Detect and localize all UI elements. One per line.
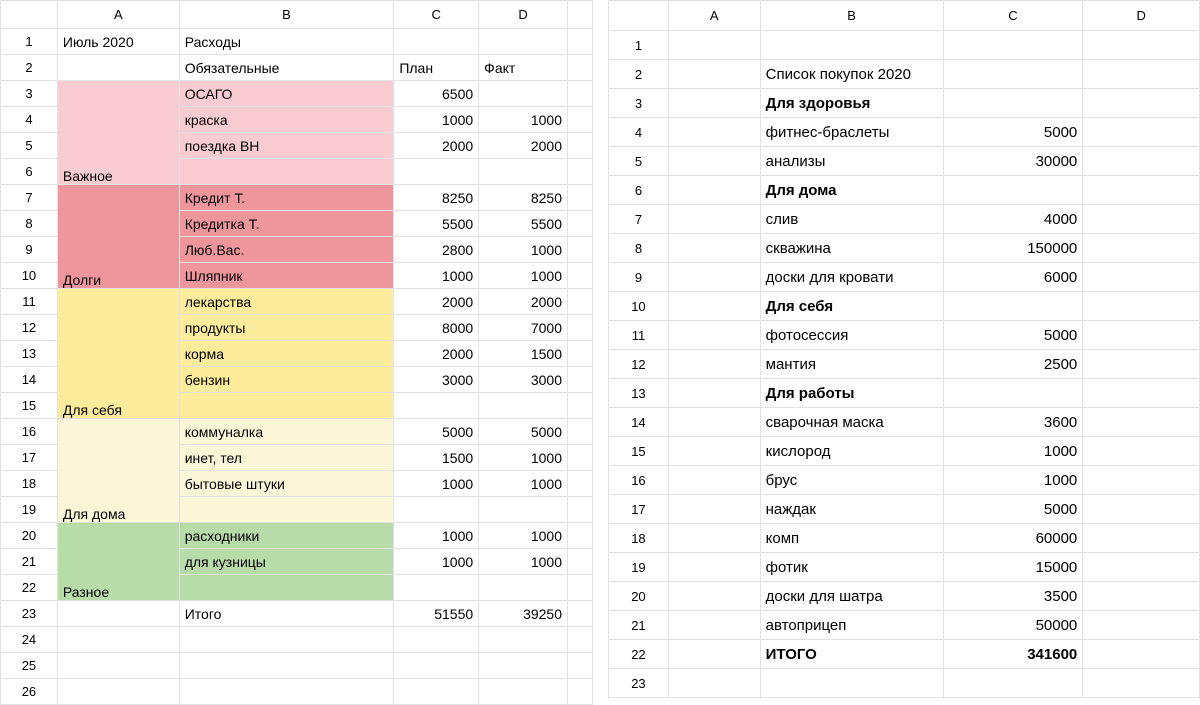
cell-D15[interactable]	[479, 393, 568, 419]
shopping-list-grid	[608, 0, 1200, 698]
row-header-14[interactable]: 14	[1, 367, 58, 393]
cell-B14[interactable]: сварочная маска	[760, 408, 943, 437]
cell-A18[interactable]	[668, 524, 760, 553]
row-header-19[interactable]: 19	[609, 553, 669, 582]
cell-A21[interactable]	[668, 611, 760, 640]
cell-A13[interactable]	[668, 379, 760, 408]
cell-A16[interactable]	[668, 466, 760, 495]
cell-C17[interactable]: 1500	[394, 445, 479, 471]
row-header-17[interactable]: 17	[1, 445, 58, 471]
cell-D1[interactable]	[1083, 31, 1200, 60]
cell-C14[interactable]: 3000	[394, 367, 479, 393]
row-header-7[interactable]: 7	[1, 185, 58, 211]
cell-B17[interactable]: наждак	[760, 495, 943, 524]
cell-D4[interactable]: 1000	[479, 107, 568, 133]
cell-E16[interactable]	[568, 419, 593, 445]
cell-A3-A6[interactable]: Важное	[57, 81, 179, 185]
cell-B5[interactable]: анализы	[760, 147, 943, 176]
cell-E11[interactable]	[568, 289, 593, 315]
cell-B8[interactable]: Кредитка Т.	[179, 211, 394, 237]
cell-B2[interactable]: Список покупок 2020	[760, 60, 943, 89]
cell-E10[interactable]	[568, 263, 593, 289]
cell-D8[interactable]: 5500	[479, 211, 568, 237]
cell-E12[interactable]	[568, 315, 593, 341]
cell-A23[interactable]	[668, 669, 760, 698]
row-header-23[interactable]: 23	[609, 669, 669, 698]
cell-B22[interactable]: ИТОГО	[760, 640, 943, 669]
cell-B17[interactable]: инет, тел	[179, 445, 394, 471]
row-header-2[interactable]: 2	[1, 55, 58, 81]
cell-A26[interactable]	[57, 679, 179, 705]
shopping-list-sheet-pane	[608, 0, 1200, 705]
cell-C18[interactable]: 1000	[394, 471, 479, 497]
cell-B21[interactable]: автоприцеп	[760, 611, 943, 640]
row-header-7[interactable]: 7	[609, 205, 669, 234]
cell-E20[interactable]	[568, 523, 593, 549]
cell-A17[interactable]	[668, 495, 760, 524]
cell-D23[interactable]	[1083, 669, 1200, 698]
cell-C2[interactable]: План	[394, 55, 479, 81]
cell-C6[interactable]	[943, 176, 1083, 205]
row-header-10[interactable]: 10	[1, 263, 58, 289]
cell-C24[interactable]	[394, 627, 479, 653]
column-header-A[interactable]: A	[57, 1, 179, 29]
cell-B20[interactable]: доски для шатра	[760, 582, 943, 611]
cell-B19[interactable]	[179, 497, 394, 523]
cell-A2[interactable]	[668, 60, 760, 89]
cell-C8[interactable]: 5500	[394, 211, 479, 237]
cell-A4[interactable]	[668, 118, 760, 147]
cell-B20[interactable]: расходники	[179, 523, 394, 549]
row-header-4[interactable]: 4	[609, 118, 669, 147]
cell-E9[interactable]	[568, 237, 593, 263]
cell-B16[interactable]: коммуналка	[179, 419, 394, 445]
cell-B26[interactable]	[179, 679, 394, 705]
cell-B23[interactable]: Итого	[179, 601, 394, 627]
cell-B7[interactable]: слив	[760, 205, 943, 234]
corner-cell[interactable]	[609, 1, 669, 31]
column-header-A[interactable]: A	[668, 1, 760, 31]
row-header-20[interactable]: 20	[1, 523, 58, 549]
row-header-5[interactable]: 5	[609, 147, 669, 176]
cell-B11[interactable]: фотосессия	[760, 321, 943, 350]
cell-B23[interactable]	[760, 669, 943, 698]
cell-C2[interactable]	[943, 60, 1083, 89]
row-header-6[interactable]: 6	[609, 176, 669, 205]
cell-C17[interactable]: 5000	[943, 495, 1083, 524]
cell-C3[interactable]: 6500	[394, 81, 479, 107]
cell-E18[interactable]	[568, 471, 593, 497]
cell-C6[interactable]	[394, 159, 479, 185]
cell-B18[interactable]: комп	[760, 524, 943, 553]
expenses-sheet-pane	[0, 0, 593, 705]
row-header-15[interactable]: 15	[609, 437, 669, 466]
row-header-11[interactable]: 11	[1, 289, 58, 315]
row-header-23[interactable]: 23	[1, 601, 58, 627]
cell-D3[interactable]	[479, 81, 568, 107]
row-header-18[interactable]: 18	[609, 524, 669, 553]
row-header-21[interactable]: 21	[609, 611, 669, 640]
cell-E7[interactable]	[568, 185, 593, 211]
cell-A6[interactable]	[668, 176, 760, 205]
row-header-24[interactable]: 24	[1, 627, 58, 653]
cell-B22[interactable]	[179, 575, 394, 601]
cell-E13[interactable]	[568, 341, 593, 367]
cell-D4[interactable]	[1083, 118, 1200, 147]
row-header-5[interactable]: 5	[1, 133, 58, 159]
cell-C12[interactable]: 2500	[943, 350, 1083, 379]
cell-E8[interactable]	[568, 211, 593, 237]
cell-D6[interactable]	[1083, 176, 1200, 205]
row-header-2[interactable]: 2	[609, 60, 669, 89]
cell-D16[interactable]	[1083, 466, 1200, 495]
column-header-E[interactable]	[568, 1, 593, 29]
cell-B15[interactable]	[179, 393, 394, 419]
cell-A11-A15[interactable]: Для себя	[57, 289, 179, 419]
row-header-12[interactable]: 12	[609, 350, 669, 379]
cell-A9[interactable]	[668, 263, 760, 292]
cell-C22[interactable]	[394, 575, 479, 601]
row-header-9[interactable]: 9	[609, 263, 669, 292]
row-header-13[interactable]: 13	[1, 341, 58, 367]
cell-A20-A22[interactable]: Разное	[57, 523, 179, 601]
cell-B1[interactable]	[760, 31, 943, 60]
column-header-B[interactable]: B	[760, 1, 943, 31]
expenses-grid	[0, 0, 593, 705]
cell-B9[interactable]: Люб.Вас.	[179, 237, 394, 263]
cell-A15[interactable]	[668, 437, 760, 466]
row-header-18[interactable]: 18	[1, 471, 58, 497]
cell-D21[interactable]	[1083, 611, 1200, 640]
cell-C7[interactable]: 8250	[394, 185, 479, 211]
cell-B10[interactable]: Шляпник	[179, 263, 394, 289]
cell-D5[interactable]	[1083, 147, 1200, 176]
cell-B18[interactable]: бытовые штуки	[179, 471, 394, 497]
cell-B6[interactable]	[179, 159, 394, 185]
cell-C22[interactable]: 341600	[943, 640, 1083, 669]
cell-E14[interactable]	[568, 367, 593, 393]
cell-C9[interactable]: 6000	[943, 263, 1083, 292]
cell-E15[interactable]	[568, 393, 593, 419]
cell-C5[interactable]: 2000	[394, 133, 479, 159]
cell-C16[interactable]: 1000	[943, 466, 1083, 495]
row-header-8[interactable]: 8	[609, 234, 669, 263]
cell-D18[interactable]: 1000	[479, 471, 568, 497]
cell-C5[interactable]: 30000	[943, 147, 1083, 176]
row-header-17[interactable]: 17	[609, 495, 669, 524]
row-header-3[interactable]: 3	[609, 89, 669, 118]
cell-D26[interactable]	[479, 679, 568, 705]
cell-A25[interactable]	[57, 653, 179, 679]
row-header-10[interactable]: 10	[609, 292, 669, 321]
row-header-22[interactable]: 22	[609, 640, 669, 669]
cell-B15[interactable]: кислород	[760, 437, 943, 466]
column-header-C[interactable]: C	[394, 1, 479, 29]
row-header-4[interactable]: 4	[1, 107, 58, 133]
cell-D21[interactable]: 1000	[479, 549, 568, 575]
cell-A1[interactable]: Июль 2020	[57, 29, 179, 55]
column-header-D[interactable]: D	[479, 1, 568, 29]
cell-C9[interactable]: 2800	[394, 237, 479, 263]
cell-C23[interactable]	[943, 669, 1083, 698]
cell-A22[interactable]	[668, 640, 760, 669]
row-header-22[interactable]: 22	[1, 575, 58, 601]
cell-D20[interactable]	[1083, 582, 1200, 611]
cell-A8[interactable]	[668, 234, 760, 263]
cell-A11[interactable]	[668, 321, 760, 350]
cell-A5[interactable]	[668, 147, 760, 176]
cell-C10[interactable]: 1000	[394, 263, 479, 289]
cell-A23[interactable]	[57, 601, 179, 627]
cell-A14[interactable]	[668, 408, 760, 437]
row-header-20[interactable]: 20	[609, 582, 669, 611]
cell-E19[interactable]	[568, 497, 593, 523]
cell-D2[interactable]	[1083, 60, 1200, 89]
cell-D23[interactable]: 39250	[479, 601, 568, 627]
cell-C19[interactable]: 15000	[943, 553, 1083, 582]
cell-B19[interactable]: фотик	[760, 553, 943, 582]
cell-D12[interactable]: 7000	[479, 315, 568, 341]
cell-B16[interactable]: брус	[760, 466, 943, 495]
cell-E6[interactable]	[568, 159, 593, 185]
cell-B13[interactable]: Для работы	[760, 379, 943, 408]
cell-C4[interactable]: 1000	[394, 107, 479, 133]
cell-D18[interactable]	[1083, 524, 1200, 553]
cell-C16[interactable]: 5000	[394, 419, 479, 445]
column-header-B[interactable]: B	[179, 1, 394, 29]
cell-C3[interactable]	[943, 89, 1083, 118]
cell-D17[interactable]: 1000	[479, 445, 568, 471]
cell-A2[interactable]	[57, 55, 179, 81]
cell-E24[interactable]	[568, 627, 593, 653]
row-header-1[interactable]: 1	[1, 29, 58, 55]
cell-E21[interactable]	[568, 549, 593, 575]
cell-D14[interactable]	[1083, 408, 1200, 437]
cell-D3[interactable]	[1083, 89, 1200, 118]
cell-E25[interactable]	[568, 653, 593, 679]
cell-B24[interactable]	[179, 627, 394, 653]
row-header-6[interactable]: 6	[1, 159, 58, 185]
cell-A3[interactable]	[668, 89, 760, 118]
cell-C19[interactable]	[394, 497, 479, 523]
cell-B10[interactable]: Для себя	[760, 292, 943, 321]
row-header-13[interactable]: 13	[609, 379, 669, 408]
cell-B13[interactable]: корма	[179, 341, 394, 367]
cell-D11[interactable]	[1083, 321, 1200, 350]
cell-A10[interactable]	[668, 292, 760, 321]
row-header-11[interactable]: 11	[609, 321, 669, 350]
cell-D20[interactable]: 1000	[479, 523, 568, 549]
cell-C8[interactable]: 150000	[943, 234, 1083, 263]
cell-D19[interactable]	[1083, 553, 1200, 582]
cell-C13[interactable]	[943, 379, 1083, 408]
cell-C20[interactable]: 3500	[943, 582, 1083, 611]
row-header-1[interactable]: 1	[609, 31, 669, 60]
corner-cell[interactable]	[1, 1, 58, 29]
cell-A24[interactable]	[57, 627, 179, 653]
cell-C21[interactable]: 50000	[943, 611, 1083, 640]
cell-D22[interactable]	[479, 575, 568, 601]
cell-D13[interactable]: 1500	[479, 341, 568, 367]
cell-C18[interactable]: 60000	[943, 524, 1083, 553]
cell-E17[interactable]	[568, 445, 593, 471]
cell-D17[interactable]	[1083, 495, 1200, 524]
cell-B3[interactable]: ОСАГО	[179, 81, 394, 107]
row-header-16[interactable]: 16	[609, 466, 669, 495]
cell-D11[interactable]: 2000	[479, 289, 568, 315]
row-header-12[interactable]: 12	[1, 315, 58, 341]
cell-C1[interactable]	[943, 31, 1083, 60]
cell-C4[interactable]: 5000	[943, 118, 1083, 147]
cell-B12[interactable]: мантия	[760, 350, 943, 379]
row-header-3[interactable]: 3	[1, 81, 58, 107]
row-header-14[interactable]: 14	[609, 408, 669, 437]
row-header-25[interactable]: 25	[1, 653, 58, 679]
cell-D13[interactable]	[1083, 379, 1200, 408]
cell-C15[interactable]	[394, 393, 479, 419]
cell-B2[interactable]: Обязательные	[179, 55, 394, 81]
cell-A20[interactable]	[668, 582, 760, 611]
cell-D15[interactable]	[1083, 437, 1200, 466]
cell-D24[interactable]	[479, 627, 568, 653]
cell-D6[interactable]	[479, 159, 568, 185]
cell-B4[interactable]: краска	[179, 107, 394, 133]
row-header-21[interactable]: 21	[1, 549, 58, 575]
cell-D1[interactable]	[479, 29, 568, 55]
cell-E2[interactable]	[568, 55, 593, 81]
cell-D7[interactable]	[1083, 205, 1200, 234]
column-header-C[interactable]: C	[943, 1, 1083, 31]
cell-D19[interactable]	[479, 497, 568, 523]
cell-A16-A19[interactable]: Для дома	[57, 419, 179, 523]
cell-B8[interactable]: скважина	[760, 234, 943, 263]
cell-C15[interactable]: 1000	[943, 437, 1083, 466]
cell-D9[interactable]	[1083, 263, 1200, 292]
row-header-8[interactable]: 8	[1, 211, 58, 237]
cell-B6[interactable]: Для дома	[760, 176, 943, 205]
row-header-15[interactable]: 15	[1, 393, 58, 419]
cell-C14[interactable]: 3600	[943, 408, 1083, 437]
cell-C25[interactable]	[394, 653, 479, 679]
cell-A7-A10[interactable]: Долги	[57, 185, 179, 289]
cell-D12[interactable]	[1083, 350, 1200, 379]
column-header-D[interactable]: D	[1083, 1, 1200, 31]
row-header-16[interactable]: 16	[1, 419, 58, 445]
cell-B7[interactable]: Кредит Т.	[179, 185, 394, 211]
cell-B14[interactable]: бензин	[179, 367, 394, 393]
cell-C21[interactable]: 1000	[394, 549, 479, 575]
cell-C10[interactable]	[943, 292, 1083, 321]
cell-C1[interactable]	[394, 29, 479, 55]
cell-C7[interactable]: 4000	[943, 205, 1083, 234]
cell-E26[interactable]	[568, 679, 593, 705]
cell-E23[interactable]	[568, 601, 593, 627]
cell-A19[interactable]	[668, 553, 760, 582]
cell-B12[interactable]: продукты	[179, 315, 394, 341]
cell-A12[interactable]	[668, 350, 760, 379]
cell-B3[interactable]: Для здоровья	[760, 89, 943, 118]
cell-E1[interactable]	[568, 29, 593, 55]
row-header-26[interactable]: 26	[1, 679, 58, 705]
cell-D10[interactable]: 1000	[479, 263, 568, 289]
cell-D8[interactable]	[1083, 234, 1200, 263]
cell-C11[interactable]: 2000	[394, 289, 479, 315]
cell-D7[interactable]: 8250	[479, 185, 568, 211]
cell-B4[interactable]: фитнес-браслеты	[760, 118, 943, 147]
cell-C12[interactable]: 8000	[394, 315, 479, 341]
cell-E5[interactable]	[568, 133, 593, 159]
cell-D9[interactable]: 1000	[479, 237, 568, 263]
cell-C26[interactable]	[394, 679, 479, 705]
cell-B5[interactable]: поездка ВН	[179, 133, 394, 159]
row-header-19[interactable]: 19	[1, 497, 58, 523]
cell-D22[interactable]	[1083, 640, 1200, 669]
cell-E22[interactable]	[568, 575, 593, 601]
cell-D5[interactable]: 2000	[479, 133, 568, 159]
cell-D14[interactable]: 3000	[479, 367, 568, 393]
cell-C23[interactable]: 51550	[394, 601, 479, 627]
cell-B21[interactable]: для кузницы	[179, 549, 394, 575]
cell-E4[interactable]	[568, 107, 593, 133]
cell-E3[interactable]	[568, 81, 593, 107]
cell-B25[interactable]	[179, 653, 394, 679]
row-header-9[interactable]: 9	[1, 237, 58, 263]
cell-C13[interactable]: 2000	[394, 341, 479, 367]
cell-A1[interactable]	[668, 31, 760, 60]
cell-C20[interactable]: 1000	[394, 523, 479, 549]
cell-B9[interactable]: доски для кровати	[760, 263, 943, 292]
cell-D2[interactable]: Факт	[479, 55, 568, 81]
cell-C11[interactable]: 5000	[943, 321, 1083, 350]
cell-B11[interactable]: лекарства	[179, 289, 394, 315]
cell-B1[interactable]: Расходы	[179, 29, 394, 55]
cell-D16[interactable]: 5000	[479, 419, 568, 445]
cell-D25[interactable]	[479, 653, 568, 679]
cell-D10[interactable]	[1083, 292, 1200, 321]
cell-A7[interactable]	[668, 205, 760, 234]
